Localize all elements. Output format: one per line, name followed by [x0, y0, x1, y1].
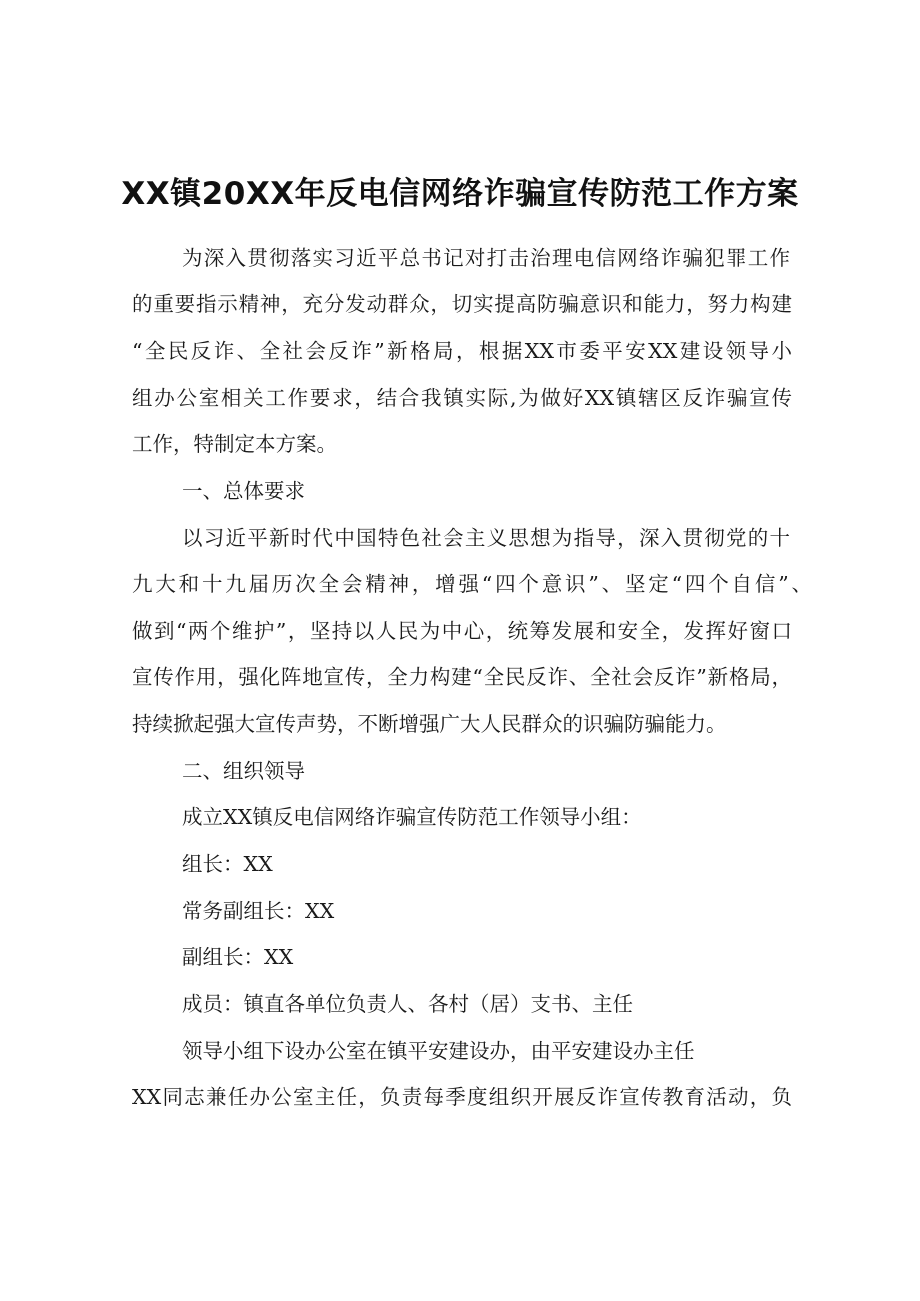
section-heading-overall-requirements: 一、总体要求	[182, 479, 305, 503]
office-line-1: 领导小组下设办公室在镇平安建设办，由平安建设办主任	[182, 1039, 695, 1063]
section1-line-1: 以习近平新时代中国特色社会主义思想为指导，深入贯彻党的十	[182, 526, 790, 550]
intro-line-2: 的重要指示精神，充分发动群众，切实提高防骗意识和能力，努力构建	[132, 292, 792, 316]
section1-line-4: 宣传作用，强化阵地宣传，全力构建“全民反诈、全社会反诈”新格局，	[132, 665, 792, 689]
intro-line-3: “全民反诈、全社会反诈”新格局，根据XX市委平安XX建设领导小	[132, 339, 792, 363]
section1-line-5: 持续掀起强大宣传声势，不断增强广大人民群众的识骗防骗能力。	[132, 712, 727, 736]
section1-line-2: 九大和十九届历次全会精神，增强“四个意识”、坚定“四个自信”、	[132, 572, 812, 596]
section-heading-organization: 二、组织领导	[182, 759, 305, 783]
members-line: 成员：镇直各单位负责人、各村（居）支书、主任	[182, 992, 633, 1016]
document-title: XX镇20XX年反电信网络诈骗宣传防范工作方案	[121, 176, 799, 212]
section1-line-3: 做到“两个维护”，坚持以人民为中心，统筹发展和安全，发挥好窗口	[132, 619, 792, 643]
executive-deputy-leader-line: 常务副组长：XX	[182, 899, 335, 923]
intro-line-5: 工作，特制定本方案。	[132, 432, 337, 456]
deputy-leader-line: 副组长：XX	[182, 945, 294, 969]
intro-line-4: 组办公室相关工作要求，结合我镇实际,为做好XX镇辖区反诈骗宣传	[132, 386, 792, 410]
office-line-2: XX同志兼任办公室主任，负责每季度组织开展反诈宣传教育活动，负	[132, 1085, 792, 1109]
leading-group-line: 成立XX镇反电信网络诈骗宣传防范工作领导小组：	[182, 805, 642, 829]
group-leader-line: 组长：XX	[182, 852, 273, 876]
intro-line-1: 为深入贯彻落实习近平总书记对打击治理电信网络诈骗犯罪工作	[182, 246, 790, 270]
